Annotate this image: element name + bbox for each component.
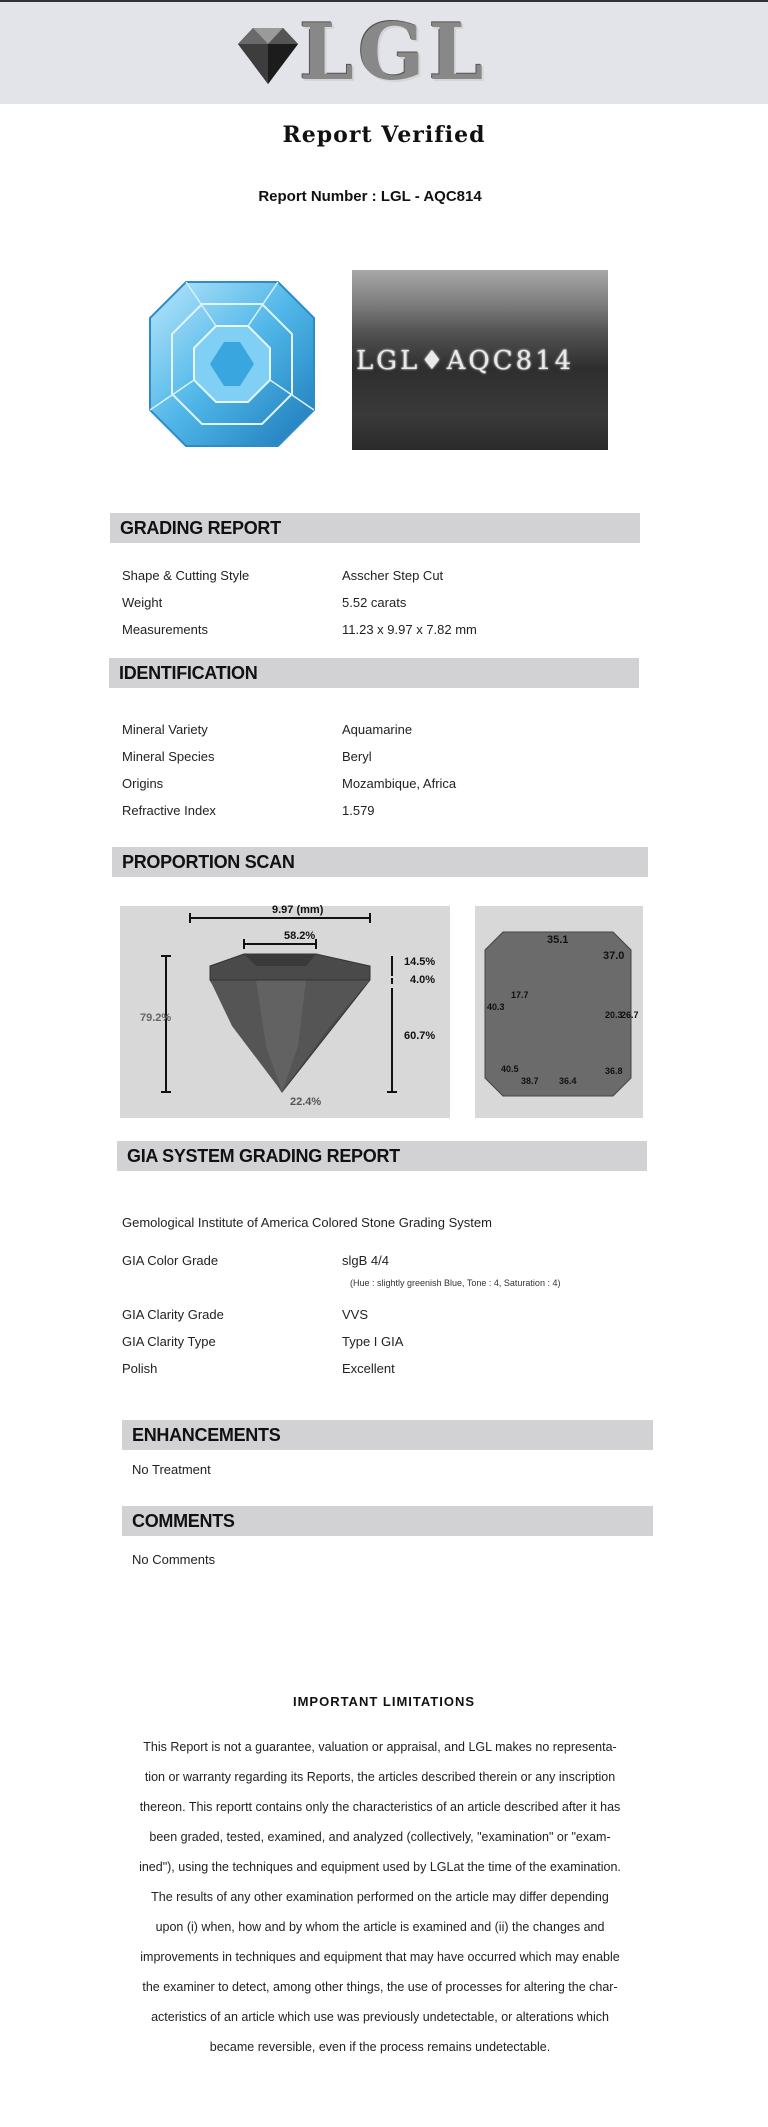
comments-heading: COMMENTS xyxy=(122,1506,653,1536)
gia-row-value: Type I GIA xyxy=(342,1334,404,1349)
limitations-line: This Report is not a guarantee, valuation or appraisal, and LGL makes no representa- xyxy=(143,1740,617,1754)
limitations-line: upon (i) when, how and by whom the article is examined and (ii) the changes and xyxy=(155,1920,605,1934)
gia-heading: GIA SYSTEM GRADING REPORT xyxy=(117,1141,647,1171)
identification-row-value: 1.579 xyxy=(342,803,375,818)
width-label: 9.97 (mm) xyxy=(272,904,324,916)
logo-text: LGL xyxy=(299,7,488,98)
gia-row-value: VVS xyxy=(342,1307,369,1322)
grading-row-label: Weight xyxy=(122,595,163,610)
limitations-line: thereon. This reportt contains only the characteristics of an article described after it has xyxy=(139,1800,621,1814)
proportion-scan-heading: PROPORTION SCAN xyxy=(112,847,648,877)
top-label: 40.5 xyxy=(501,1064,519,1074)
inscription-photo xyxy=(352,270,608,450)
top-label: 17.7 xyxy=(511,990,529,1000)
limitations-line: ined"), using the techniques and equipment used by LGLat the time of the examination. xyxy=(139,1860,621,1874)
header-banner xyxy=(0,0,768,104)
grading-row-label: Shape & Cutting Style xyxy=(122,568,250,583)
top-label: 40.3 xyxy=(487,1002,505,1012)
grading-row-value: 5.52 carats xyxy=(342,595,407,610)
table-pct-label: 58.2% xyxy=(284,930,316,942)
top-label: 20.3 xyxy=(605,1010,623,1020)
limitations-line: The results of any other examination performed on the article may differ depending xyxy=(151,1890,609,1904)
top-label: 36.8 xyxy=(605,1066,623,1076)
top-view-panel xyxy=(475,906,643,1118)
gia-row-label: GIA Clarity Type xyxy=(122,1334,216,1349)
identification-row-label: Origins xyxy=(122,776,164,791)
identification-row-label: Mineral Variety xyxy=(122,722,208,737)
identification-row-value: Beryl xyxy=(342,749,372,764)
limitations-line: tion or warranty regarding its Reports, the articles described therein or any inscription xyxy=(144,1770,616,1784)
gia-row-label: GIA Clarity Grade xyxy=(122,1307,224,1322)
identification-heading: IDENTIFICATION xyxy=(109,658,639,688)
gia-color-label: GIA Color Grade xyxy=(122,1253,219,1268)
crown-pct-label: 14.5% xyxy=(404,956,436,968)
report-number: Report Number : LGL - AQC814 xyxy=(258,188,482,205)
top-label: 35.1 xyxy=(547,934,569,946)
culet-pct-label: 22.4% xyxy=(290,1096,322,1108)
top-label: 26.7 xyxy=(621,1010,639,1020)
top-label: 37.0 xyxy=(603,950,625,962)
gia-system-name: Gemological Institute of America Colored Stone Grading System xyxy=(122,1215,492,1230)
top-label: 38.7 xyxy=(521,1076,539,1086)
limitations-line: acteristics of an article which use was previously undetectable, or alterations which xyxy=(151,2010,609,2024)
inscription-text: LGL♦AQC814 xyxy=(356,346,575,376)
identification-row-label: Mineral Species xyxy=(122,749,215,764)
identification-row-value: Aquamarine xyxy=(342,722,413,737)
grading-row-label: Measurements xyxy=(122,622,208,637)
depth-pct-label: 79.2% xyxy=(140,1012,172,1024)
inscription-sheen xyxy=(352,270,608,330)
gia-row-value: Excellent xyxy=(342,1361,395,1376)
pavilion-pct-label: 60.7% xyxy=(404,1030,436,1042)
lgl-logo[interactable] xyxy=(233,7,495,98)
diamond-icon xyxy=(233,20,303,90)
gia-color-note: (Hue : slightly greenish Blue, Tone : 4, Saturation : 4) xyxy=(350,1278,561,1288)
limitations-line: improvements in techniques and equipment that may have occurred which may enable xyxy=(140,1950,620,1964)
gia-color-value: slgB 4/4 xyxy=(342,1253,389,1268)
limitations-line: the examiner to detect, among other things, the use of processes for altering the char- xyxy=(142,1980,618,1994)
identification-row-label: Refractive Index xyxy=(122,803,216,818)
gemstone-photo xyxy=(136,268,328,460)
grading-row-value: Asscher Step Cut xyxy=(342,568,444,583)
grading-row-value: 11.23 x 9.97 x 7.82 mm xyxy=(342,622,477,637)
comments-text: No Comments xyxy=(132,1552,216,1567)
girdle-pct-label: 4.0% xyxy=(410,974,436,986)
limitations-heading: IMPORTANT LIMITATIONS xyxy=(292,1694,476,1709)
page-title: Report Verified xyxy=(282,122,486,148)
limitations-line: became reversible, even if the process remains undetectable. xyxy=(209,2040,551,2054)
gia-row-label: Polish xyxy=(122,1361,158,1376)
limitations-line: been graded, tested, examined, and analyzed (collectively, "examination" or "exam- xyxy=(149,1830,611,1844)
enhancements-heading: ENHANCEMENTS xyxy=(122,1420,653,1450)
side-profile-panel xyxy=(120,906,450,1118)
top-label: 36.4 xyxy=(559,1076,577,1086)
enhancements-text: No Treatment xyxy=(132,1462,211,1477)
grading-report-heading: GRADING REPORT xyxy=(110,513,640,543)
identification-row-value: Mozambique, Africa xyxy=(342,776,457,791)
